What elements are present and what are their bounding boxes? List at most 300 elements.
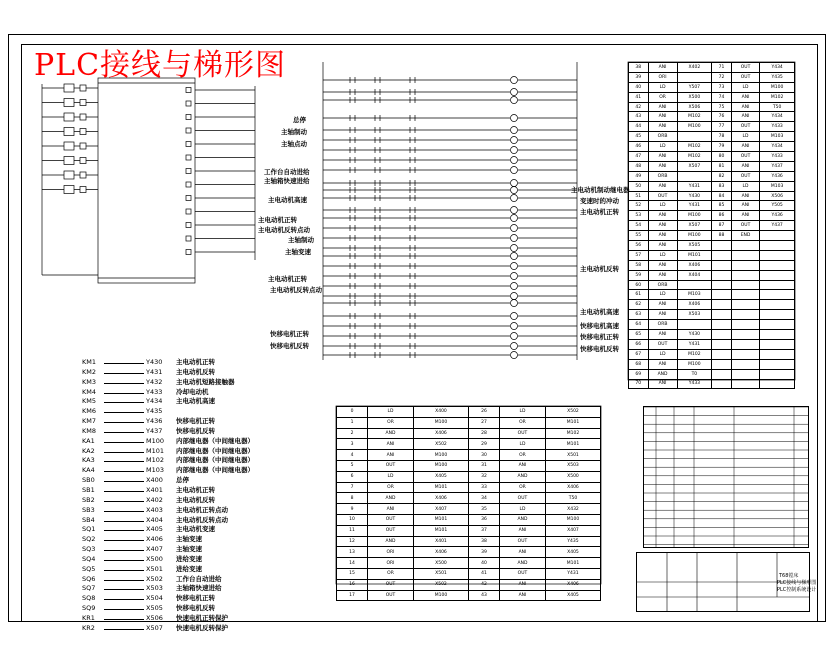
instr-cell bbox=[760, 320, 795, 330]
io-leader-line bbox=[104, 545, 144, 551]
io-description: 主电动机短路接触器 bbox=[176, 377, 235, 386]
instr-cell: Y507 bbox=[677, 82, 712, 92]
instr-cell: OUT bbox=[731, 221, 759, 231]
instr-cell: 53 bbox=[629, 211, 649, 221]
instr-row bbox=[629, 369, 795, 379]
instr-cell bbox=[760, 339, 795, 349]
instr-row bbox=[629, 379, 795, 389]
ladder-coil bbox=[511, 273, 518, 280]
instr-cell: M100 bbox=[677, 122, 712, 132]
instr-row bbox=[629, 250, 795, 260]
instr-cell bbox=[731, 320, 759, 330]
instr-cell: 5 bbox=[337, 460, 368, 471]
io-leader-line bbox=[104, 594, 144, 600]
io-address: Y433 bbox=[146, 387, 163, 396]
instr-cell: 1 bbox=[337, 417, 368, 428]
instr-cell: AND bbox=[368, 536, 414, 547]
instr-cell: ANI bbox=[648, 63, 677, 73]
instr-cell: X406 bbox=[677, 260, 712, 270]
instr-cell: X501 bbox=[413, 568, 468, 579]
io-code: KR1 bbox=[82, 613, 95, 622]
instr-cell: ANI bbox=[648, 260, 677, 270]
instr-cell: M101 bbox=[545, 558, 600, 569]
instr-row bbox=[337, 504, 601, 515]
io-leader-line bbox=[104, 516, 144, 522]
instr-cell: 70 bbox=[629, 379, 649, 389]
instr-row bbox=[629, 241, 795, 251]
io-address: X502 bbox=[146, 574, 163, 583]
io-address: M100 bbox=[146, 436, 165, 445]
io-leader-line bbox=[104, 466, 144, 472]
io-description: 快移电机正转 bbox=[176, 594, 215, 603]
output-terminal bbox=[186, 250, 191, 255]
instr-cell: 6 bbox=[337, 471, 368, 482]
instr-cell bbox=[677, 320, 712, 330]
instr-cell: X500 bbox=[545, 471, 600, 482]
instr-cell: 60 bbox=[629, 280, 649, 290]
ladder-right-label: 主电动机高速 bbox=[580, 308, 619, 316]
instr-cell: 42 bbox=[629, 102, 649, 112]
instr-cell: LD bbox=[731, 132, 759, 142]
ladder-coil bbox=[511, 180, 518, 187]
instr-row bbox=[337, 514, 601, 525]
instr-cell: 39 bbox=[468, 547, 499, 558]
instr-row bbox=[629, 320, 795, 330]
instr-cell: M100 bbox=[760, 82, 795, 92]
instr-cell: ANI bbox=[648, 241, 677, 251]
instr-cell: ANI bbox=[648, 221, 677, 231]
instr-cell: 48 bbox=[629, 161, 649, 171]
instr-cell bbox=[677, 132, 712, 142]
instr-cell bbox=[760, 270, 795, 280]
instr-cell: ANI bbox=[648, 102, 677, 112]
instr-cell bbox=[760, 231, 795, 241]
ladder-coil bbox=[511, 77, 518, 84]
instr-cell: ANI bbox=[648, 211, 677, 221]
instr-cell: X502 bbox=[545, 407, 600, 418]
input-switch bbox=[64, 84, 74, 92]
io-description: 主轴变速 bbox=[176, 545, 202, 554]
instr-cell: 12 bbox=[337, 536, 368, 547]
instr-cell: M101 bbox=[545, 439, 600, 450]
instr-cell: 38 bbox=[629, 63, 649, 73]
instr-cell: END bbox=[731, 231, 759, 241]
instr-cell bbox=[712, 260, 732, 270]
instr-cell bbox=[731, 280, 759, 290]
instr-cell: 47 bbox=[629, 152, 649, 162]
io-row bbox=[82, 584, 254, 594]
output-terminal bbox=[186, 209, 191, 214]
instr-cell: M102 bbox=[677, 349, 712, 359]
instr-cell bbox=[712, 300, 732, 310]
output-terminal bbox=[186, 142, 191, 147]
io-leader-line bbox=[104, 417, 144, 423]
io-leader-line bbox=[104, 397, 144, 403]
instr-cell: 88 bbox=[712, 231, 732, 241]
instr-cell bbox=[677, 72, 712, 82]
instr-cell: X505 bbox=[677, 241, 712, 251]
instr-cell: 37 bbox=[468, 525, 499, 536]
instruction-table-right bbox=[628, 62, 795, 389]
io-address: X507 bbox=[146, 623, 163, 632]
ladder-right-label: 快移电机正转 bbox=[580, 333, 619, 341]
instr-cell: M100 bbox=[677, 359, 712, 369]
instr-cell: ANI bbox=[648, 181, 677, 191]
title-block bbox=[636, 552, 817, 612]
instr-cell bbox=[712, 359, 732, 369]
instr-cell: M100 bbox=[545, 514, 600, 525]
io-row bbox=[82, 427, 254, 437]
instr-row bbox=[629, 330, 795, 340]
instr-cell: X406 bbox=[413, 547, 468, 558]
ladder-coil bbox=[511, 127, 518, 134]
ladder-label: 主电动机正转 bbox=[268, 275, 307, 283]
io-row bbox=[82, 368, 254, 378]
input-switch bbox=[64, 186, 74, 194]
ladder-coil bbox=[511, 89, 518, 96]
instr-cell: OR bbox=[368, 482, 414, 493]
io-address: X405 bbox=[146, 525, 163, 534]
io-address: X504 bbox=[146, 594, 163, 603]
instr-cell: OUT bbox=[500, 536, 546, 547]
io-code: SQ1 bbox=[82, 525, 96, 534]
instr-cell: X406 bbox=[545, 482, 600, 493]
io-code: KR2 bbox=[82, 623, 95, 632]
output-terminal bbox=[186, 155, 191, 160]
instr-cell: 35 bbox=[468, 504, 499, 515]
instr-cell: X405 bbox=[545, 590, 600, 601]
io-leader-line bbox=[104, 525, 144, 531]
output-terminal bbox=[186, 88, 191, 93]
io-description: 主轴变速 bbox=[176, 535, 202, 544]
instr-cell: 15 bbox=[337, 568, 368, 579]
instr-cell: 36 bbox=[468, 514, 499, 525]
instr-cell: Y436 bbox=[760, 211, 795, 221]
ladder-label: 主轴变速 bbox=[285, 248, 311, 256]
instr-cell: 80 bbox=[712, 152, 732, 162]
instr-cell: 28 bbox=[468, 428, 499, 439]
io-leader-line bbox=[104, 407, 144, 413]
instr-cell: 40 bbox=[629, 82, 649, 92]
instr-cell: Y437 bbox=[760, 221, 795, 231]
io-leader-line bbox=[104, 476, 144, 482]
io-row bbox=[82, 506, 254, 516]
instr-cell: M102 bbox=[677, 112, 712, 122]
io-row bbox=[82, 466, 254, 476]
ladder-label: 快移电机反转 bbox=[270, 342, 309, 350]
instr-cell bbox=[731, 349, 759, 359]
io-code: SQ2 bbox=[82, 535, 96, 544]
io-description: 快移电机反转 bbox=[176, 426, 215, 435]
instr-row bbox=[337, 460, 601, 471]
instr-cell: LD bbox=[500, 407, 546, 418]
io-address: X403 bbox=[146, 505, 163, 514]
instr-cell: ANI bbox=[500, 460, 546, 471]
instr-cell: X432 bbox=[545, 504, 600, 515]
instr-cell: 43 bbox=[629, 112, 649, 122]
instr-cell: ORB bbox=[648, 280, 677, 290]
io-leader-line bbox=[104, 496, 144, 502]
instr-cell: Y431 bbox=[677, 339, 712, 349]
io-description: 快速电机正转保护 bbox=[176, 613, 228, 622]
instr-row bbox=[337, 450, 601, 461]
instr-cell bbox=[712, 379, 732, 389]
ladder-coil bbox=[511, 225, 518, 232]
instr-cell: M100 bbox=[413, 460, 468, 471]
instr-row bbox=[629, 82, 795, 92]
io-row bbox=[82, 604, 254, 614]
instr-cell: M102 bbox=[760, 92, 795, 102]
io-code: KM5 bbox=[82, 397, 97, 406]
instr-cell: Y431 bbox=[677, 181, 712, 191]
instr-cell: 78 bbox=[712, 132, 732, 142]
io-address: M102 bbox=[146, 456, 165, 465]
instr-row bbox=[337, 407, 601, 418]
instr-cell: LD bbox=[648, 201, 677, 211]
instr-cell: ANI bbox=[648, 300, 677, 310]
ladder-coil bbox=[511, 300, 518, 307]
instr-cell bbox=[712, 339, 732, 349]
instr-cell bbox=[760, 300, 795, 310]
instr-cell: Y433 bbox=[677, 379, 712, 389]
instr-row bbox=[337, 482, 601, 493]
ladder-right-label: 主电动机制动继电器 bbox=[571, 186, 630, 194]
io-code: SQ7 bbox=[82, 584, 96, 593]
instr-cell: X405 bbox=[413, 471, 468, 482]
ladder-coil bbox=[511, 293, 518, 300]
instr-cell: ANI bbox=[500, 579, 546, 590]
instr-cell: ANI bbox=[648, 122, 677, 132]
io-row bbox=[82, 486, 254, 496]
instr-cell bbox=[760, 290, 795, 300]
instr-cell bbox=[731, 270, 759, 280]
io-description: 主电动机反转 bbox=[176, 367, 215, 376]
io-description: 快速电机反转保护 bbox=[176, 623, 228, 632]
instr-cell: OUT bbox=[731, 122, 759, 132]
instr-cell: 52 bbox=[629, 201, 649, 211]
ladder-right-label: 快移电机反转 bbox=[580, 345, 619, 353]
instr-cell bbox=[731, 290, 759, 300]
instr-row bbox=[337, 547, 601, 558]
instr-cell: ANI bbox=[731, 161, 759, 171]
instr-cell: X506 bbox=[677, 102, 712, 112]
io-code: SB0 bbox=[82, 476, 95, 485]
instr-cell: X503 bbox=[677, 310, 712, 320]
instr-cell: OUT bbox=[368, 525, 414, 536]
io-code: KA3 bbox=[82, 456, 95, 465]
io-description: 快移电机反转 bbox=[176, 604, 215, 613]
instr-cell: OUT bbox=[368, 590, 414, 601]
instr-cell: M101 bbox=[413, 482, 468, 493]
instr-row bbox=[337, 428, 601, 439]
instr-cell: 8 bbox=[337, 493, 368, 504]
instr-cell bbox=[731, 379, 759, 389]
instr-cell: ANI bbox=[731, 92, 759, 102]
output-terminal bbox=[186, 101, 191, 106]
instr-cell: 44 bbox=[629, 122, 649, 132]
io-description: 内部继电器（中间继电器） bbox=[176, 436, 254, 445]
instr-cell: ANI bbox=[731, 211, 759, 221]
instr-cell bbox=[760, 310, 795, 320]
instr-cell: 0 bbox=[337, 407, 368, 418]
instr-row bbox=[629, 211, 795, 221]
instr-cell: X402 bbox=[677, 63, 712, 73]
bill-of-materials bbox=[643, 406, 809, 548]
ladder-coil bbox=[511, 215, 518, 222]
io-code: SQ3 bbox=[82, 545, 96, 554]
ladder-right-label: 主电动机反转 bbox=[580, 265, 619, 273]
input-terminal bbox=[80, 187, 86, 193]
instr-row bbox=[629, 171, 795, 181]
instr-cell: 3 bbox=[337, 439, 368, 450]
instr-row bbox=[629, 122, 795, 132]
instr-cell: X406 bbox=[413, 428, 468, 439]
io-address: X400 bbox=[146, 476, 163, 485]
instr-cell: Y430 bbox=[677, 191, 712, 201]
input-switch bbox=[64, 142, 74, 150]
io-description: 内部继电器（中间继电器） bbox=[176, 456, 254, 465]
io-code: KM2 bbox=[82, 367, 97, 376]
instr-cell: 61 bbox=[629, 290, 649, 300]
instr-cell: 82 bbox=[712, 171, 732, 181]
input-switch bbox=[64, 157, 74, 165]
instr-cell: X507 bbox=[677, 221, 712, 231]
instr-row bbox=[337, 525, 601, 536]
instr-cell: LD bbox=[731, 82, 759, 92]
instr-cell bbox=[760, 280, 795, 290]
instr-cell: 83 bbox=[712, 181, 732, 191]
io-description: 主轴箱快速进给 bbox=[176, 584, 222, 593]
instr-row bbox=[629, 181, 795, 191]
instr-row bbox=[629, 310, 795, 320]
instr-cell: T50 bbox=[545, 493, 600, 504]
instr-cell: 9 bbox=[337, 504, 368, 515]
ladder-coil bbox=[511, 97, 518, 104]
instr-cell: M102 bbox=[677, 142, 712, 152]
instr-cell: X407 bbox=[413, 504, 468, 515]
io-leader-line bbox=[104, 447, 144, 453]
instr-row bbox=[337, 579, 601, 590]
instr-cell: OR bbox=[368, 417, 414, 428]
instr-cell: M103 bbox=[760, 132, 795, 142]
instr-row bbox=[629, 270, 795, 280]
instr-row bbox=[629, 221, 795, 231]
io-code: SQ5 bbox=[82, 564, 96, 573]
io-row bbox=[82, 397, 254, 407]
io-leader-line bbox=[104, 456, 144, 462]
io-row bbox=[82, 555, 254, 565]
instr-cell: 42 bbox=[468, 579, 499, 590]
instr-row bbox=[337, 568, 601, 579]
instr-cell: 2 bbox=[337, 428, 368, 439]
ladder-coil bbox=[511, 187, 518, 194]
io-code: KA2 bbox=[82, 446, 95, 455]
io-code: SB4 bbox=[82, 515, 95, 524]
instr-cell bbox=[731, 369, 759, 379]
instr-cell: 74 bbox=[712, 92, 732, 102]
instr-cell: OR bbox=[368, 568, 414, 579]
instr-cell: ANI bbox=[731, 112, 759, 122]
instr-row bbox=[337, 439, 601, 450]
instr-cell bbox=[760, 379, 795, 389]
ladder-coil bbox=[511, 283, 518, 290]
instr-cell: ORB bbox=[648, 171, 677, 181]
instr-cell: 38 bbox=[468, 536, 499, 547]
io-address: X406 bbox=[146, 535, 163, 544]
output-terminal bbox=[186, 182, 191, 187]
instr-cell bbox=[731, 310, 759, 320]
io-code: SQ4 bbox=[82, 554, 96, 563]
input-terminal bbox=[80, 114, 86, 120]
instr-cell: ORI bbox=[368, 547, 414, 558]
io-leader-line bbox=[104, 427, 144, 433]
io-leader-line bbox=[104, 506, 144, 512]
instr-row bbox=[629, 339, 795, 349]
ladder-coil bbox=[511, 245, 518, 252]
io-leader-line bbox=[104, 535, 144, 541]
ladder-right-label: 变速时的冲动 bbox=[580, 197, 619, 205]
instr-row bbox=[629, 72, 795, 82]
ladder-coil bbox=[511, 313, 518, 320]
instr-cell: 67 bbox=[629, 349, 649, 359]
instr-cell: X500 bbox=[413, 558, 468, 569]
io-leader-line bbox=[104, 575, 144, 581]
instr-cell: OUT bbox=[500, 568, 546, 579]
instr-cell: Y505 bbox=[760, 201, 795, 211]
io-description: 总停 bbox=[176, 476, 189, 485]
io-row bbox=[82, 565, 254, 575]
input-terminal bbox=[80, 100, 86, 106]
input-terminal bbox=[80, 158, 86, 164]
instr-cell: Y434 bbox=[760, 112, 795, 122]
io-address: X407 bbox=[146, 545, 163, 554]
ladder-coil bbox=[511, 147, 518, 154]
instr-cell: ANI bbox=[368, 439, 414, 450]
instr-cell: X406 bbox=[677, 300, 712, 310]
instr-cell: 17 bbox=[337, 590, 368, 601]
instr-cell: AND bbox=[648, 369, 677, 379]
instr-cell: OUT bbox=[500, 428, 546, 439]
instr-cell: ANI bbox=[731, 102, 759, 112]
instr-cell: Y431 bbox=[677, 201, 712, 211]
instr-cell: T0 bbox=[677, 369, 712, 379]
ladder-coil bbox=[511, 352, 518, 359]
instr-cell: 87 bbox=[712, 221, 732, 231]
instr-cell: X501 bbox=[545, 450, 600, 461]
instr-row bbox=[629, 201, 795, 211]
instr-cell: 59 bbox=[629, 270, 649, 280]
instr-row bbox=[629, 161, 795, 171]
instr-cell: 45 bbox=[629, 132, 649, 142]
instr-cell: ANI bbox=[648, 112, 677, 122]
instr-cell: M102 bbox=[677, 152, 712, 162]
instr-cell: 68 bbox=[629, 359, 649, 369]
instr-cell: 43 bbox=[468, 590, 499, 601]
io-leader-line bbox=[104, 378, 144, 384]
io-address: M103 bbox=[146, 466, 165, 475]
instr-cell: LD bbox=[500, 504, 546, 515]
instr-cell bbox=[731, 359, 759, 369]
instr-row bbox=[337, 536, 601, 547]
io-code: KM6 bbox=[82, 407, 97, 416]
instr-cell: 7 bbox=[337, 482, 368, 493]
instr-cell: ANI bbox=[648, 359, 677, 369]
io-description: 主电动机正转 bbox=[176, 358, 215, 366]
ladder-label: 工作台自动进给 bbox=[264, 168, 310, 176]
instr-row bbox=[629, 142, 795, 152]
instr-cell: X502 bbox=[413, 579, 468, 590]
io-description: 主电动机正转 bbox=[176, 485, 215, 494]
